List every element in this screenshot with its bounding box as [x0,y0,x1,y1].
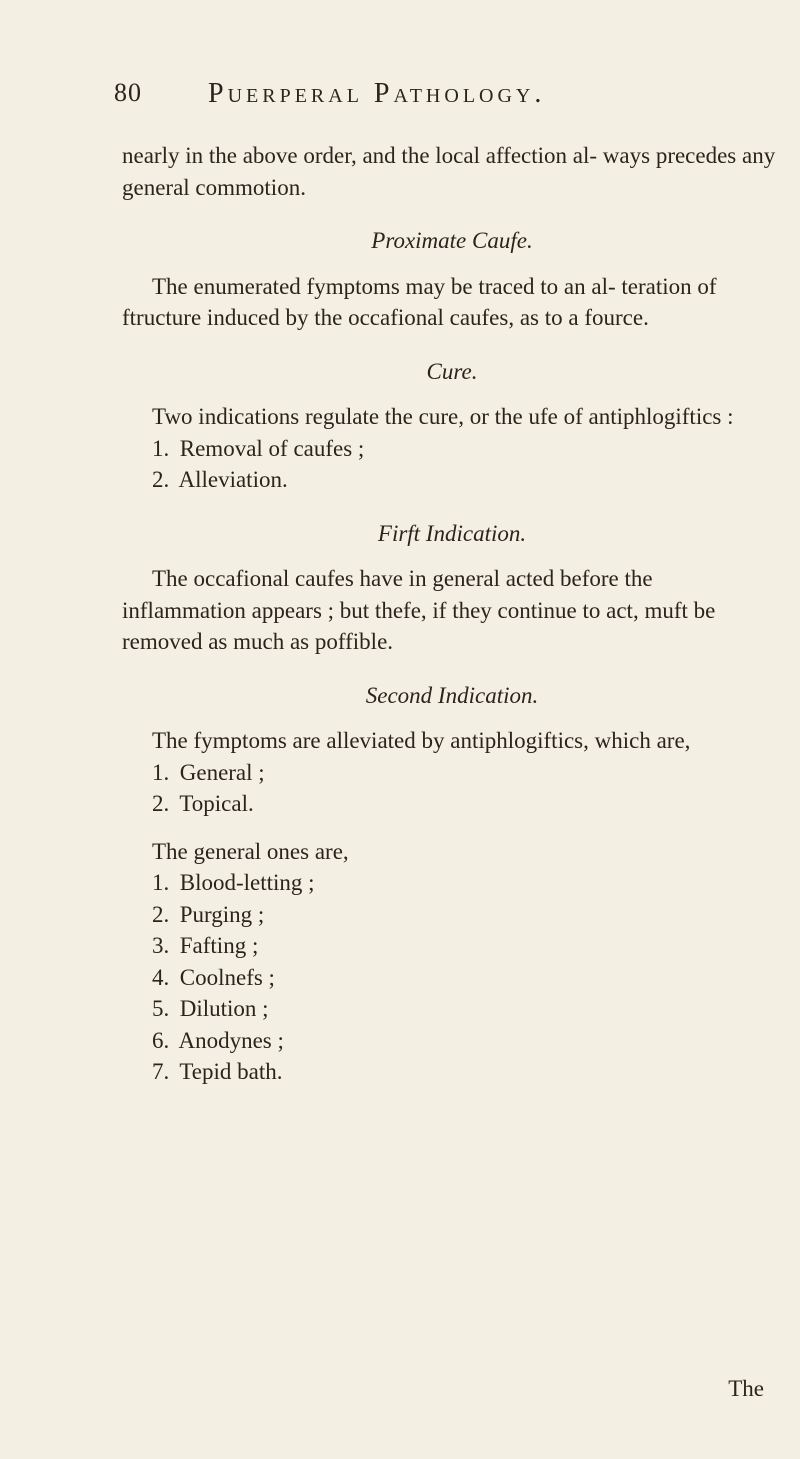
list-item: 1. General ; [152,759,265,785]
general-ones-paragraph: The general ones are, [152,838,349,864]
list-item: 2. Topical. [152,791,254,816]
second-indication-paragraph: The fymptoms are alleviated by antiphlogiftics, which are, [152,728,691,753]
first-indication-heading: Firft Indication. [377,520,527,546]
antiphlogistics-list [122,757,782,820]
second-indication-heading: Second Indication. [365,682,539,708]
proximate-cause-paragraph: The enumerated fymptoms may be traced to an al- teration of ftructure induced by the occafional caufes, as to a fource. [122,273,717,330]
list-item: 1. Removal of caufes ; [152,435,365,461]
catchword: The [728,1376,764,1401]
list-item: 5. Dilution ; [152,996,269,1021]
list-item: 3. Fafting ; [152,933,259,958]
intro-paragraph: nearly in the above order, and the local affection al- ways precedes any general commotion. [122,143,776,200]
first-indication-paragraph: The occafional caufes have in general acted before the inflammation appears ; but thefe, if they continue to act, muft be removed as much as poffible. [122,566,716,654]
page-body [122,140,782,1088]
cure-heading: Cure. [426,358,478,384]
list-item: 7. Tepid bath. [152,1059,283,1084]
general-remedies-list [122,867,782,1088]
cure-list [122,433,782,496]
running-title: Puerperal Pathology. [208,78,546,109]
proximate-cause-heading: Proximate Caufe. [371,228,533,253]
list-item: 1. Blood-letting ; [152,870,315,895]
page-number: 80 [114,78,142,107]
spacer [122,820,782,836]
list-item: 4. Coolnefs ; [152,964,275,990]
list-item: 2. Purging ; [152,901,265,927]
cure-paragraph: Two indications regulate the cure, or the ufe of antiphlogiftics : [152,404,734,429]
list-item: 2. Alleviation. [152,467,288,492]
list-item: 6. Anodynes ; [152,1027,284,1053]
